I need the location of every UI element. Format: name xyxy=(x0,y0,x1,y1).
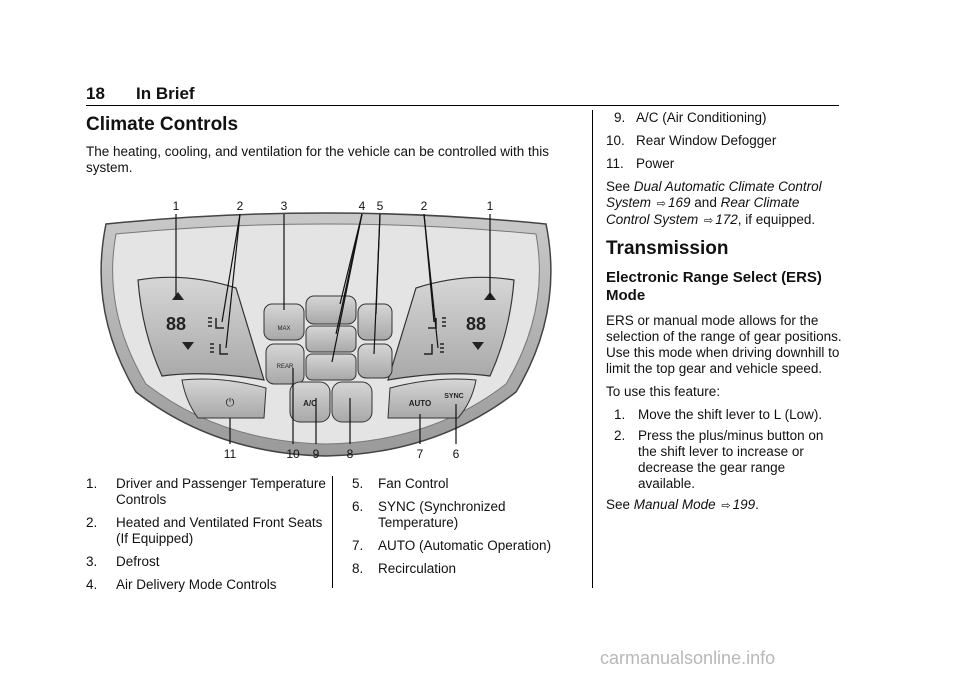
list-item: 2. Press the plus/minus button on the shift lever to increase or decrease the gear range available. xyxy=(614,428,824,491)
list-item: 10. Rear Window Defogger xyxy=(606,133,777,148)
left-temp-display: 88 xyxy=(166,314,187,334)
callout-10: 10 xyxy=(286,447,300,461)
watermark: carmanualsonline.info xyxy=(600,648,776,668)
sync-button-label: SYNC xyxy=(444,393,464,400)
right-temp-display: 88 xyxy=(466,314,487,334)
ers-subheading: Electronic Range Select (ERS) Mode xyxy=(606,269,822,304)
link-manual-mode[interactable]: Manual Mode xyxy=(633,497,716,512)
ac-button-label: A/C xyxy=(303,399,317,408)
list-item: 11. Power xyxy=(606,156,675,171)
steps-list xyxy=(606,407,842,492)
link-rear-climate[interactable]: Rear Climate Control System xyxy=(606,195,800,227)
legend-right-column xyxy=(606,110,842,172)
legend-middle-column xyxy=(352,476,582,584)
auto-button-label: AUTO xyxy=(408,399,432,408)
callout-4: 4 xyxy=(358,199,366,213)
list-item: 2. Heated and Ventilated Front Seats (If Equipped) xyxy=(86,515,323,546)
list-item: 4. Air Delivery Mode Controls xyxy=(86,577,277,592)
list-item: 9. A/C (Air Conditioning) xyxy=(614,110,767,125)
callout-7: 7 xyxy=(416,447,424,461)
callout-2-left: 2 xyxy=(236,199,244,213)
page-header xyxy=(86,84,839,106)
section-name: In Brief xyxy=(136,84,195,103)
callout-1-left: 1 xyxy=(172,199,180,213)
page-title: Climate Controls xyxy=(86,114,239,135)
list-item: 6. SYNC (Synchronized Temperature) xyxy=(352,499,506,530)
page-ref-arrow-icon: ⇨ xyxy=(704,215,714,227)
callout-9: 9 xyxy=(312,447,320,461)
list-item: 8. Recirculation xyxy=(352,561,457,576)
column-divider xyxy=(592,110,593,588)
page-ref-arrow-icon: ⇨ xyxy=(656,198,666,210)
use-intro: To use this feature: xyxy=(606,384,721,399)
intro-paragraph: The heating, cooling, and ventilation for the vehicle can be controlled with this system. xyxy=(86,144,550,175)
ers-body: ERS or manual mode allows for the selection of the range of gear positions. Use this mode when driving downhill to limit the top gear and vehicle speed. xyxy=(606,313,842,376)
list-item: 1. Move the shift lever to L (Low). xyxy=(614,407,823,422)
callout-3: 3 xyxy=(280,199,288,213)
rear-defog-label: REAR xyxy=(276,364,294,370)
power-symbol: ⏻ xyxy=(225,396,235,409)
climate-reference: See Dual Automatic Climate Control System ⇨ 169 and Rear Climate Control System ⇨ 172, if equipped. xyxy=(606,179,822,227)
callout-6: 6 xyxy=(452,447,460,461)
legend-left-column xyxy=(86,476,326,600)
defrost-max-label: MAX xyxy=(277,326,291,332)
callout-1-right: 1 xyxy=(486,199,494,213)
column-divider xyxy=(332,476,333,588)
callout-11: 11 xyxy=(223,447,237,461)
transmission-heading: Transmission xyxy=(606,238,729,259)
callout-5: 5 xyxy=(376,199,384,213)
page-number: 18 xyxy=(86,84,105,103)
link-dual-climate[interactable]: Dual Automatic Climate Control System xyxy=(606,179,822,210)
callout-8: 8 xyxy=(346,447,354,461)
list-item: 5. Fan Control xyxy=(352,476,449,491)
list-item: 7. AUTO (Automatic Operation) xyxy=(352,538,552,553)
callout-2-right: 2 xyxy=(420,199,428,213)
climate-panel-illustration xyxy=(86,192,566,464)
page-ref-arrow-icon: ⇨ xyxy=(721,500,731,512)
right-column xyxy=(606,110,842,521)
list-item: 3. Defrost xyxy=(86,554,160,569)
list-item: 1. Driver and Passenger Temperature Controls xyxy=(86,476,326,507)
manual-mode-reference: See Manual Mode ⇨ 199. xyxy=(606,497,759,512)
